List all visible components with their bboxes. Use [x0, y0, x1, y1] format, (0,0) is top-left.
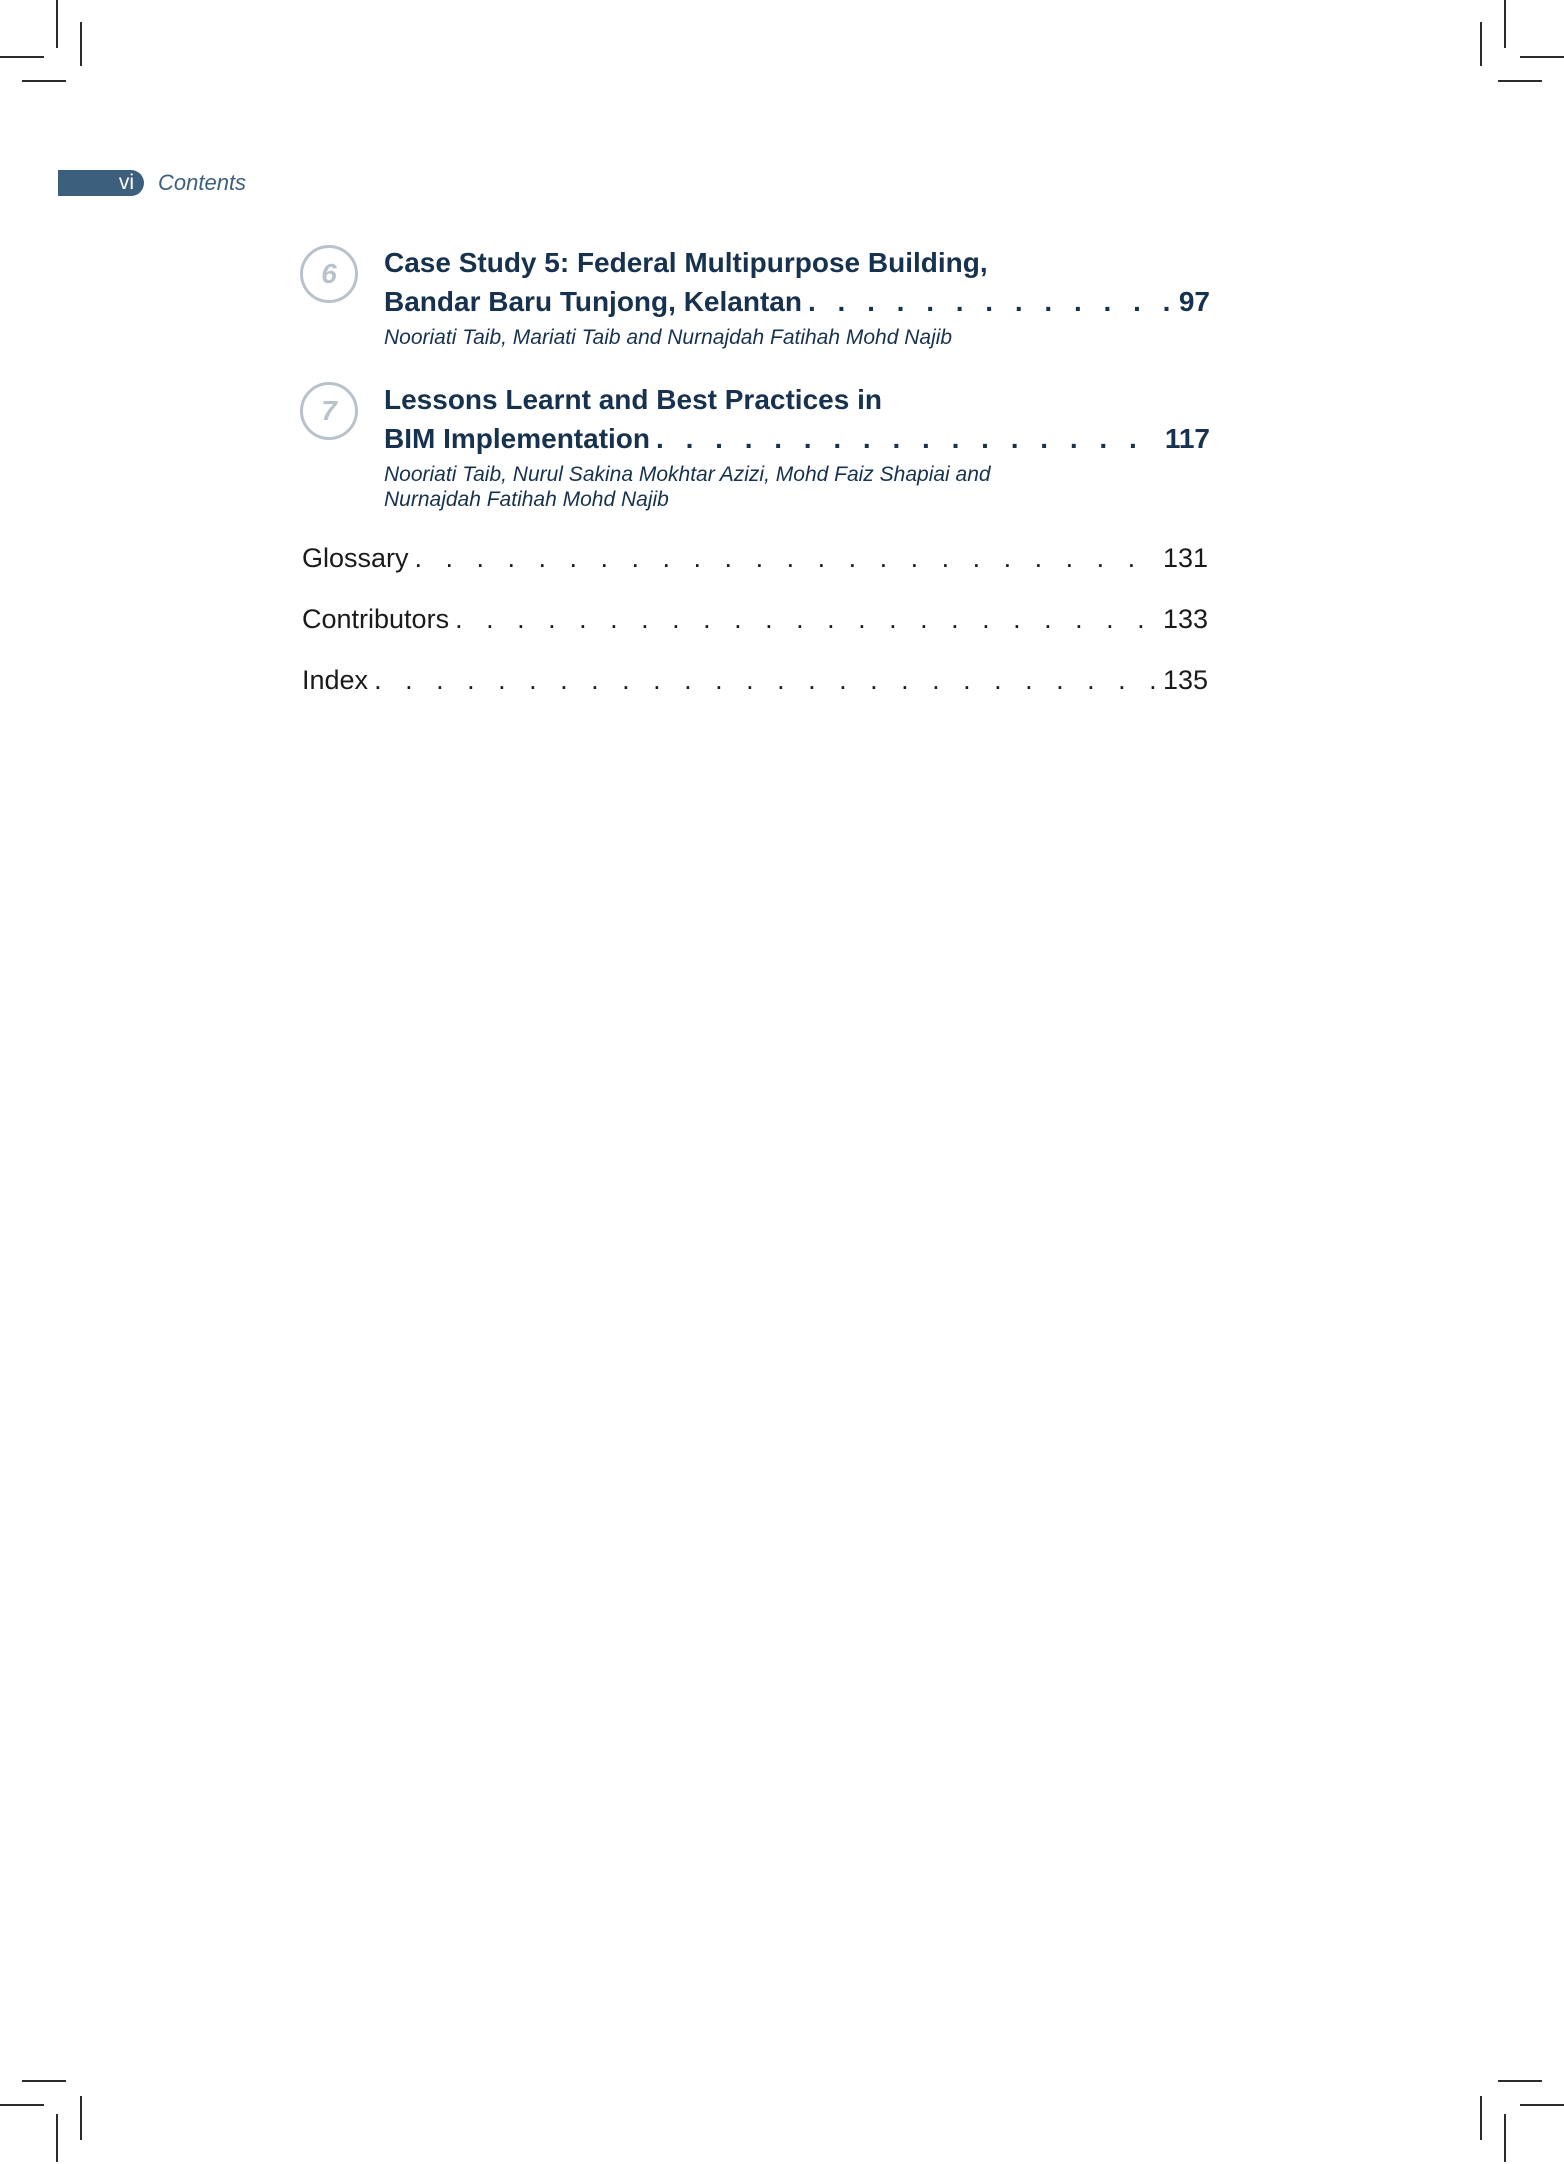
crop-mark — [22, 80, 66, 82]
chapter-number-badge: 6 — [300, 245, 358, 303]
crop-mark — [1520, 2104, 1564, 2106]
entry-label: Glossary — [302, 543, 409, 573]
page-number: 117 — [1164, 423, 1210, 454]
toc-entry-glossary[interactable] — [302, 543, 1208, 574]
crop-mark — [1504, 2114, 1506, 2162]
entry-label: Index — [302, 665, 369, 695]
crop-mark — [1504, 0, 1506, 48]
crop-mark — [1480, 2096, 1482, 2140]
running-title: Contents — [158, 170, 247, 195]
toc-chapter-entry[interactable] — [300, 380, 1210, 512]
page-number: 97 — [1178, 286, 1210, 317]
chapter-title-line: Bandar Baru Tunjong, Kelantan — [384, 286, 802, 317]
dot-leader — [415, 543, 1157, 574]
chapter-title-line: Lessons Learnt and Best Practices in — [384, 384, 882, 415]
chapter-authors: Nooriati Taib, Mariati Taib and Nurnajdah Fatihah Mohd Najib — [384, 326, 953, 349]
chapter-title-leader-line — [384, 282, 1210, 321]
crop-mark — [1520, 56, 1564, 58]
chapter-authors: Nurnajdah Fatihah Mohd Najib — [384, 488, 669, 511]
crop-mark — [1498, 2080, 1542, 2082]
dot-leader — [455, 604, 1157, 635]
page-number: 133 — [1162, 604, 1208, 634]
chapter-title-leader-line — [384, 419, 1210, 458]
entry-label: Contributors — [302, 604, 450, 634]
dot-leader — [656, 419, 1159, 458]
crop-mark — [80, 2096, 82, 2140]
chapter-title-line: BIM Implementation — [384, 423, 651, 454]
toc-chapter-entry[interactable] — [300, 243, 1210, 350]
toc-entry-index[interactable] — [302, 665, 1208, 696]
crop-mark — [0, 56, 44, 58]
page-number: 131 — [1162, 543, 1208, 573]
crop-mark — [22, 2080, 66, 2082]
toc-entry-contributors[interactable] — [302, 604, 1208, 635]
dot-leader — [374, 665, 1157, 696]
crop-mark — [1480, 22, 1482, 66]
running-header — [58, 170, 246, 196]
page-number: 135 — [1162, 665, 1208, 695]
page-folio: vi — [58, 170, 144, 196]
chapter-authors: Nooriati Taib, Nurul Sakina Mokhtar Azizi, Mohd Faiz Shapiai and — [384, 463, 991, 486]
crop-mark — [56, 0, 58, 48]
crop-mark — [1498, 80, 1542, 82]
chapter-title-line: Case Study 5: Federal Multipurpose Building, — [384, 247, 988, 278]
crop-mark — [0, 2104, 44, 2106]
crop-mark — [80, 22, 82, 66]
dot-leader — [808, 282, 1173, 321]
crop-mark — [56, 2114, 58, 2162]
chapter-number-badge: 7 — [300, 382, 358, 440]
